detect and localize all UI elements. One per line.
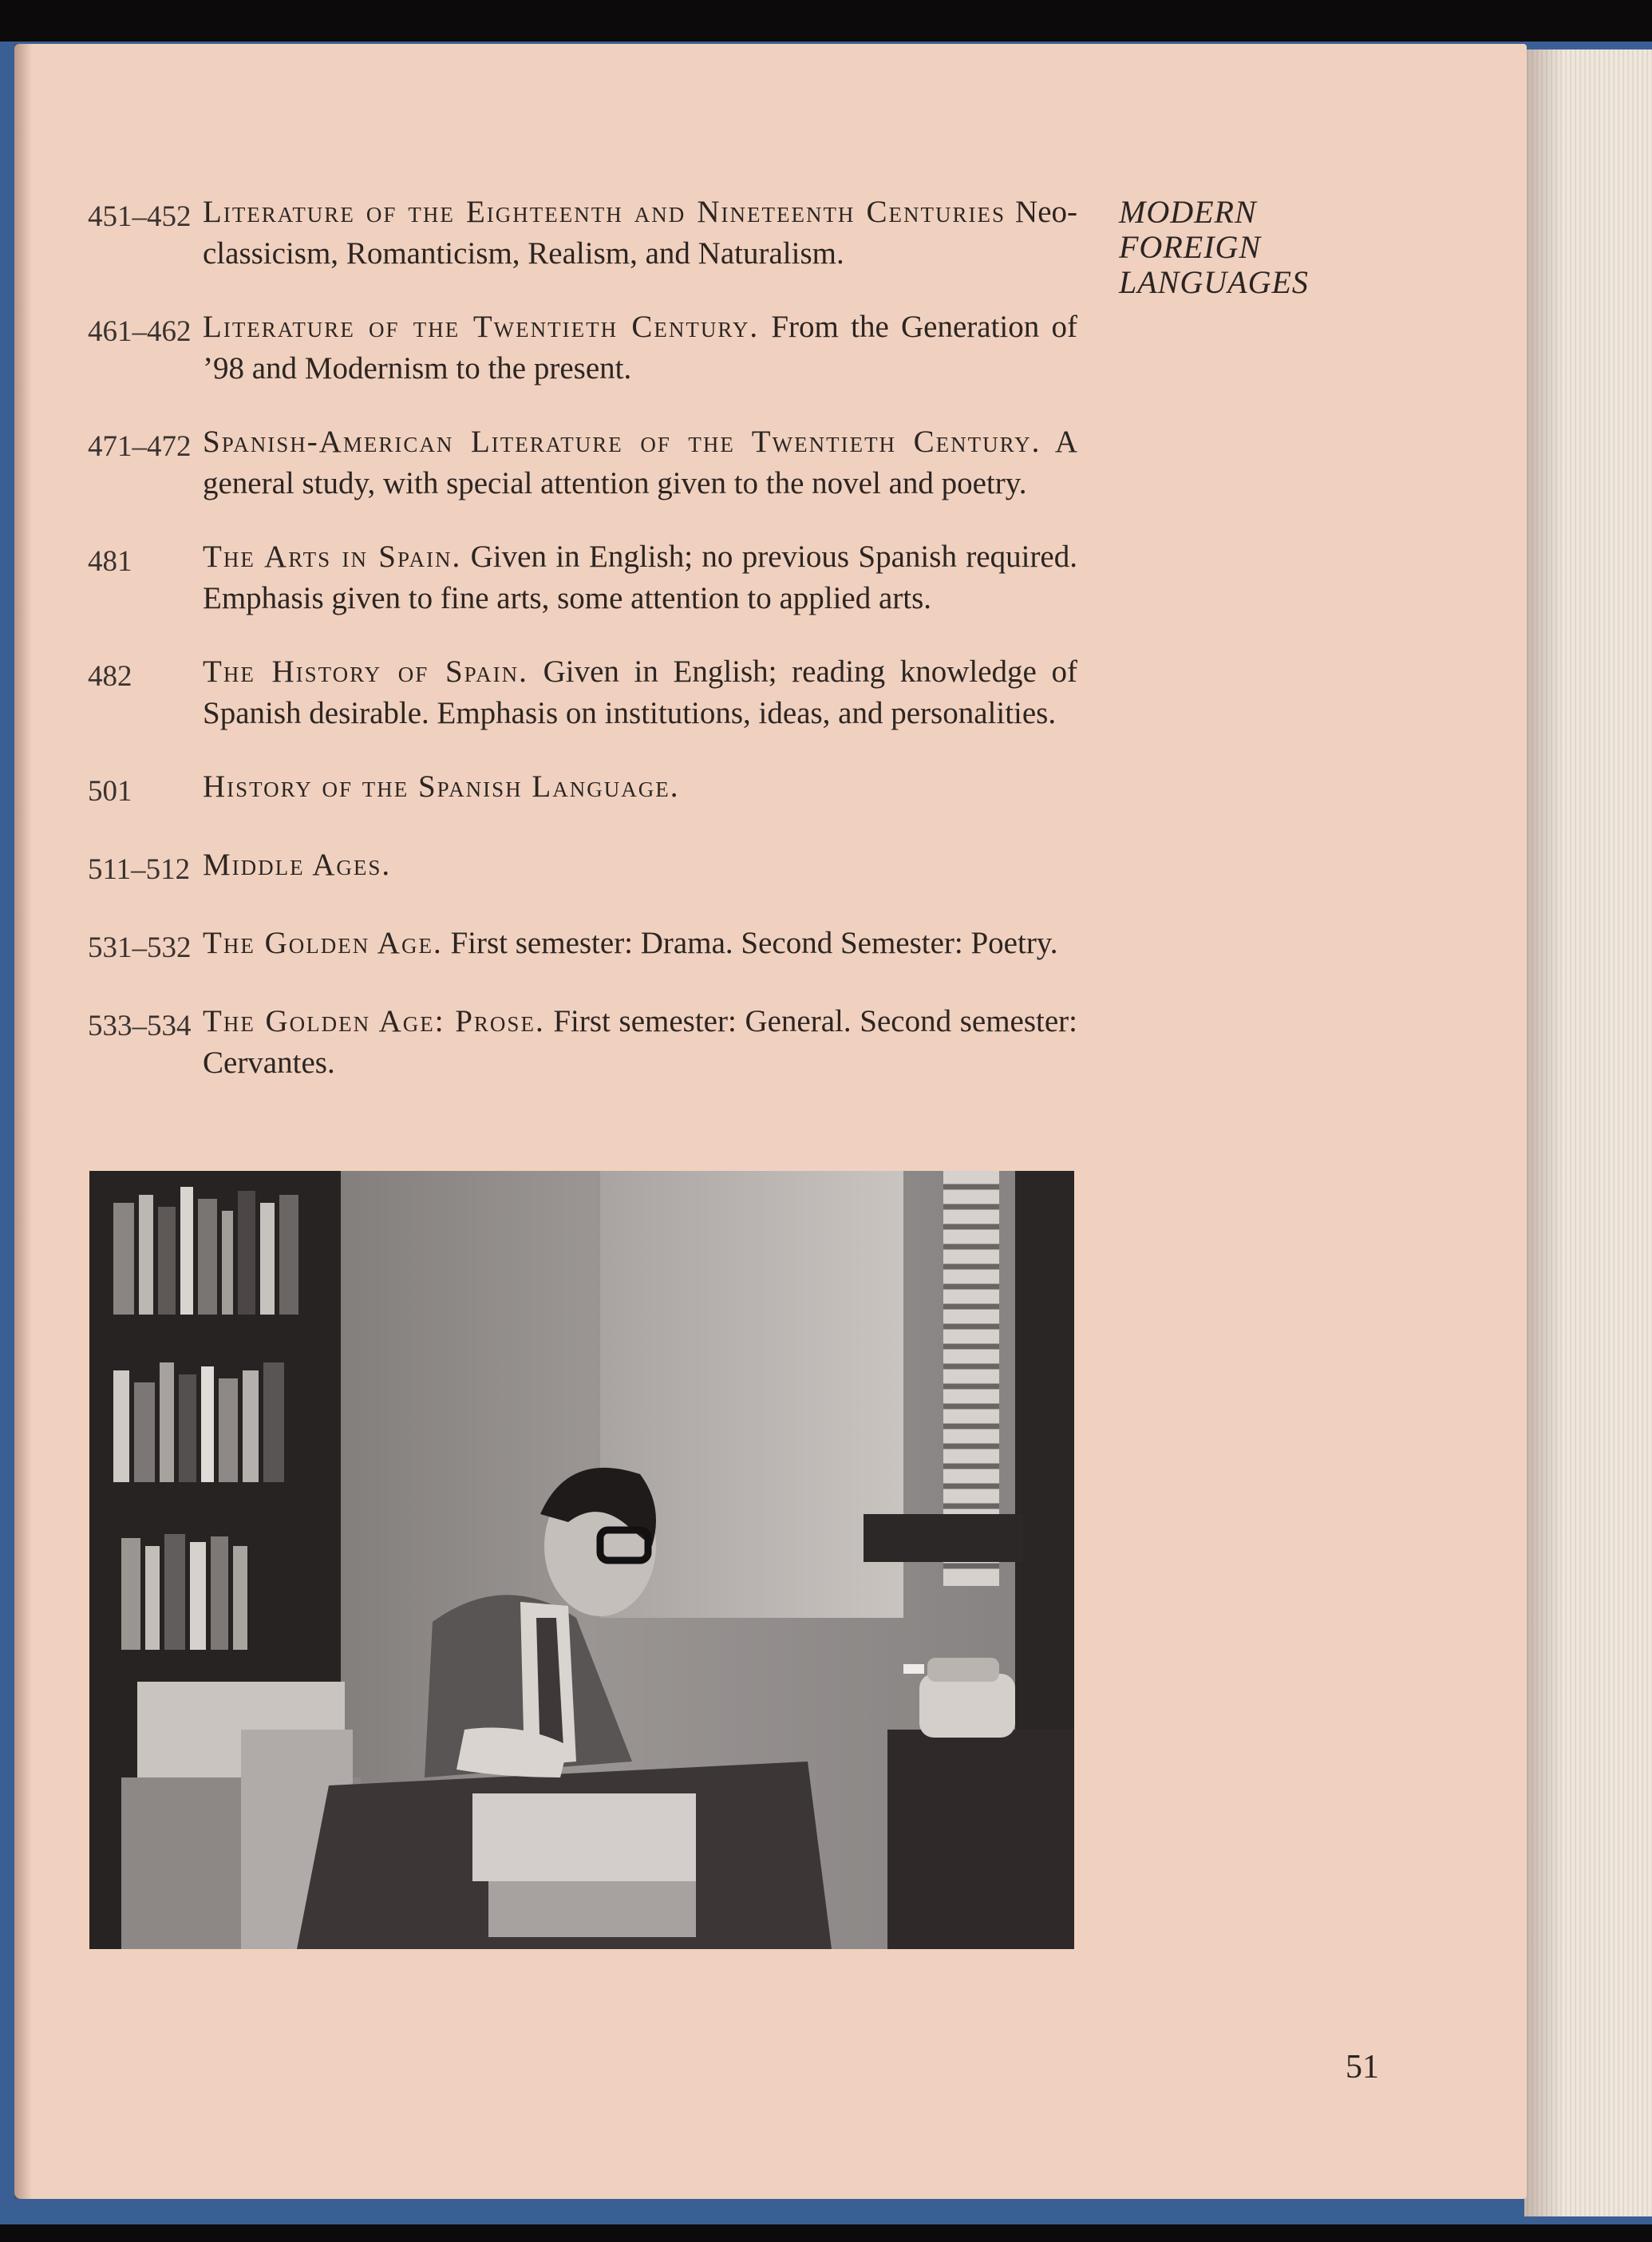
course-title: Literature of the Twentieth Century. [203,310,760,344]
page-edges-shadow [1524,49,1564,2216]
course-number: 501 [88,775,132,808]
course-description: Neo-classicism, Romanticism, Realism, and Naturalism. [203,195,1077,271]
course-description: Given in English; no previous Spanish required. Emphasis given to fine arts, some attention to applied arts. [203,540,1077,615]
course-entry [88,923,1077,969]
page-number: 51 [1346,2049,1379,2086]
course-text [203,766,1077,808]
course-number: 533–534 [88,1010,192,1042]
course-title: Spanish-American Literature of the Twentieth Century. [203,425,1041,459]
course-entry [88,766,1077,813]
course-text [203,306,1077,389]
course-number: 481 [88,545,132,578]
course-description: First semester: Drama. Second Semester: Poetry. [442,926,1058,960]
course-entry [88,421,1077,504]
course-title: Middle Ages. [203,848,392,882]
course-number: 482 [88,660,132,693]
margin-heading [1119,195,1358,300]
course-text [203,536,1077,619]
course-text [203,421,1077,504]
course-entry [88,536,1077,619]
course-title: History of the Spanish Language. [203,769,680,804]
book-stack [472,1793,696,1881]
course-title: The Golden Age. [203,926,443,960]
photograph-man-at-desk [89,1171,1074,1949]
course-text [203,1001,1077,1084]
course-text [203,651,1077,734]
margin-heading-line: FOREIGN [1119,229,1262,265]
course-number: 531–532 [88,931,192,964]
course-entry [88,651,1077,734]
course-description: Given in English; reading knowledge of Spanish desirable. Emphasis on institutions, ideas, and personalities. [203,654,1077,730]
shelf [864,1514,1023,1562]
margin-heading-line: LANGUAGES [1119,264,1309,300]
course-title: The History of Spain. [203,654,528,689]
course-list [88,192,1077,1116]
course-description: From the Generation of ’98 and Modernism to the present. [203,310,1077,386]
course-title: Literature of the Eighteenth and Nineteenth Centuries [203,195,1006,229]
course-number: 451–452 [88,200,192,233]
book-stack [488,1881,696,1937]
margin-heading-line: MODERN [1119,194,1257,230]
cabinet [887,1730,1074,1949]
course-entry [88,844,1077,891]
course-entry [88,1001,1077,1084]
course-title: The Arts in Spain. [203,540,462,574]
course-description: First semester: General. Second semester: Cervantes. [203,1004,1077,1080]
course-number: 511–512 [88,853,191,886]
course-description: A general study, with special attention given to the novel and poetry. [203,425,1077,500]
typewriter [903,1658,1015,1738]
course-title: The Golden Age: Prose. [203,1004,545,1038]
course-entry [88,306,1077,389]
course-text [203,923,1077,964]
course-number: 461–462 [88,315,192,348]
course-text [203,844,1077,886]
course-text [203,192,1077,275]
course-entry [88,192,1077,275]
course-number: 471–472 [88,430,192,463]
page-gutter-shadow [14,44,32,2199]
